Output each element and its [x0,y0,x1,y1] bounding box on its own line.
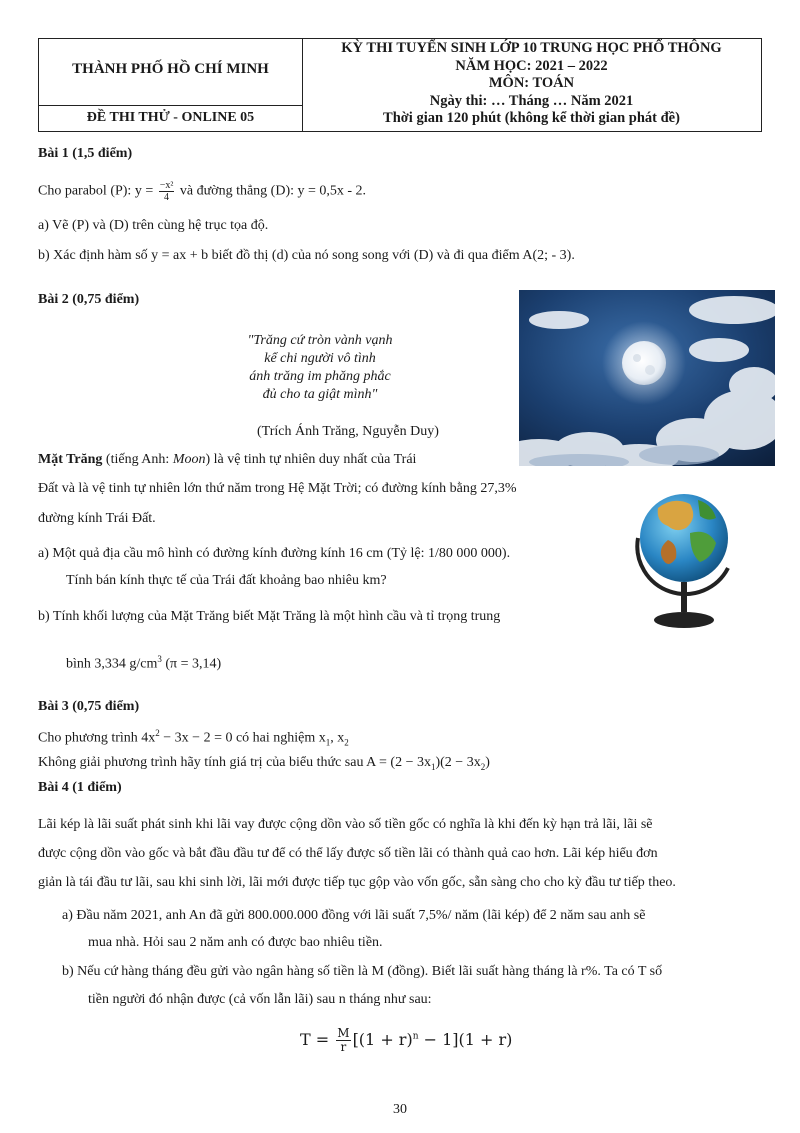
density-text: (π = 3,14) [161,656,222,672]
poem [200,332,440,404]
bai3-title: Bài 3 (0,75 điểm) [38,699,140,714]
frac-numerator: −x² [159,180,174,191]
moon-paragraph-line1 [38,452,416,468]
expression-text: Không giải phương trình hãy tính giá trị của biểu thức sau A = (2 − 3x [38,755,431,770]
equation-subscript: 2 [344,737,349,748]
bai1-intro-post: và đường thẳng (D): y = 0,5x - 2. [179,183,367,199]
expression-subscript: 2 [480,761,486,772]
moon-night-image [519,290,775,466]
bai2-title: Bài 2 (0,75 điểm) [38,292,140,307]
formula-text: [(1 + r) [352,1030,413,1049]
bai1-question-b: b) Xác định hàm số y = ax + b biết đồ thị (d) của nó song song với (D) và đi qua điểm A(2; - 3). [38,248,575,263]
formula-denominator: r [340,1040,347,1054]
school-year: NĂM HỌC: 2021 – 2022 [455,57,608,74]
moon-text: ) là vệ tinh tự nhiên duy nhất của Trái [205,452,417,467]
formula-numerator: M [337,1026,350,1040]
frac-denominator: 4 [164,192,170,203]
equation-text: , x [330,730,345,746]
duration: Thời gian 120 phút (không kể thời gian phát đề) [383,110,680,126]
bai1-question-a: a) Vẽ (P) và (D) trên cùng hệ trục tọa độ. [38,218,269,233]
moon-text: (tiếng Anh: [105,452,170,467]
equation-exponent: 2 [155,728,160,738]
subject: MÔN: TOÁN [488,75,575,91]
bai4-question-b-line2: tiền người đó nhận được (cả vốn lẫn lãi) sau n tháng như sau: [88,992,432,1007]
formula-lhs: T = [300,1030,330,1049]
exam-date: Ngày thi: … Tháng … Năm 2021 [429,92,634,109]
density-text: bình 3,334 g/cm [66,656,158,672]
bai4-question-b-line1: b) Nếu cứ hàng tháng đều gửi vào ngân hàng số tiền là M (đồng). Biết lãi suất hàng tháng là r%. Ta có T số [62,964,663,979]
bai2-question-b-line1: b) Tính khối lượng của Mặt Trăng biết Mặt Trăng là một hình cầu và tỉ trọng trung [38,609,501,624]
formula-fraction [336,1027,350,1054]
bai3-equation [38,728,349,747]
poem-line: ánh trăng im phăng phắc [249,369,391,384]
bai3-expression [38,755,490,772]
equation-subscript: 1 [325,737,331,748]
poem-citation: (Trích Ánh Trăng, Nguyễn Duy) [257,424,439,439]
poem-line: "Trăng cứ tròn vành vạnh [247,333,393,348]
page-number: 30 [393,1102,407,1117]
bai1-intro-pre: Cho parabol (P): y = [38,183,154,199]
bai4-question-a-line2: mua nhà. Hỏi sau 2 năm anh có được bao nhiêu tiền. [88,935,383,950]
exam-info [302,40,761,128]
bai4-paragraph-line2: được cộng dồn vào gốc và bắt đầu đầu tư để có thể lấy được số tiền lãi có thành quả cao hơn. Lãi kép hiểu đơn [38,846,658,861]
bai2-question-a-line1: a) Một quả địa cầu mô hình có đường kính đường kính 16 cm (Tỷ lệ: 1/80 000 000). [38,546,511,561]
expression-text: )(2 − 3x [435,755,481,770]
equation-text: Cho phương trình 4x [38,730,156,746]
compound-interest-formula [300,1027,512,1054]
bai2-question-b-line2 [66,654,221,673]
formula-text: − 1](1 + r) [418,1030,513,1049]
bai1-intro [38,180,366,203]
expression-subscript: 1 [430,761,436,772]
moon-english-term: Moon [172,452,206,467]
bai4-paragraph-line3: giản là tái đầu tư lãi, sau khi sinh lời, lãi mới được tiếp tục gộp vào vốn gốc, sẵn sàng cho cho kỳ đầu tư tiếp theo. [38,875,676,890]
test-label: ĐỀ THI THỬ - ONLINE 05 [86,110,255,125]
bai1-title: Bài 1 (1,5 điểm) [38,146,133,161]
moon-paragraph-line3: đường kính Trái Đất. [38,511,156,526]
moon-image-svg [519,290,775,466]
bai4-question-a-line1: a) Đầu năm 2021, anh An đã gửi 800.000.000 đồng với lãi suất 7,5%/ năm (lãi kép) để 2 năm sau anh sẽ [62,908,646,923]
poem-line: kể chi người vô tình [264,351,376,366]
bai2-question-a-line2: Tính bán kính thực tế của Trái đất khoảng bao nhiêu km? [66,573,387,588]
bai4-title: Bài 4 (1 điểm) [38,780,122,795]
header-divider [39,105,302,106]
formula-exponent: n [412,1031,419,1042]
expression-text: ) [485,755,490,770]
globe-svg [628,478,740,634]
moon-paragraph-line2: Đất và là vệ tinh tự nhiên lớn thứ năm trong Hệ Mặt Trời; có đường kính bằng 27,3% [38,481,517,496]
city-name: THÀNH PHỐ HỒ CHÍ MINH [72,61,269,77]
parabol-fraction [159,180,175,203]
density-exponent: 3 [157,654,162,664]
exam-header [38,38,762,132]
exam-title: KỲ THI TUYỂN SINH LỚP 10 TRUNG HỌC PHỔ THÔNG [341,40,722,56]
moon-bold-term: Mặt Trăng [38,452,103,467]
equation-text: − 3x − 2 = 0 có hai nghiệm x [159,730,326,746]
poem-line: đủ cho ta giật mình" [262,387,378,402]
bai4-paragraph-line1: Lãi kép là lãi suất phát sinh khi lãi vay được cộng dồn vào số tiền gốc có nghĩa là khi đến kỳ hạn trả lãi, lãi sẽ [38,817,653,832]
globe-image [628,478,740,634]
